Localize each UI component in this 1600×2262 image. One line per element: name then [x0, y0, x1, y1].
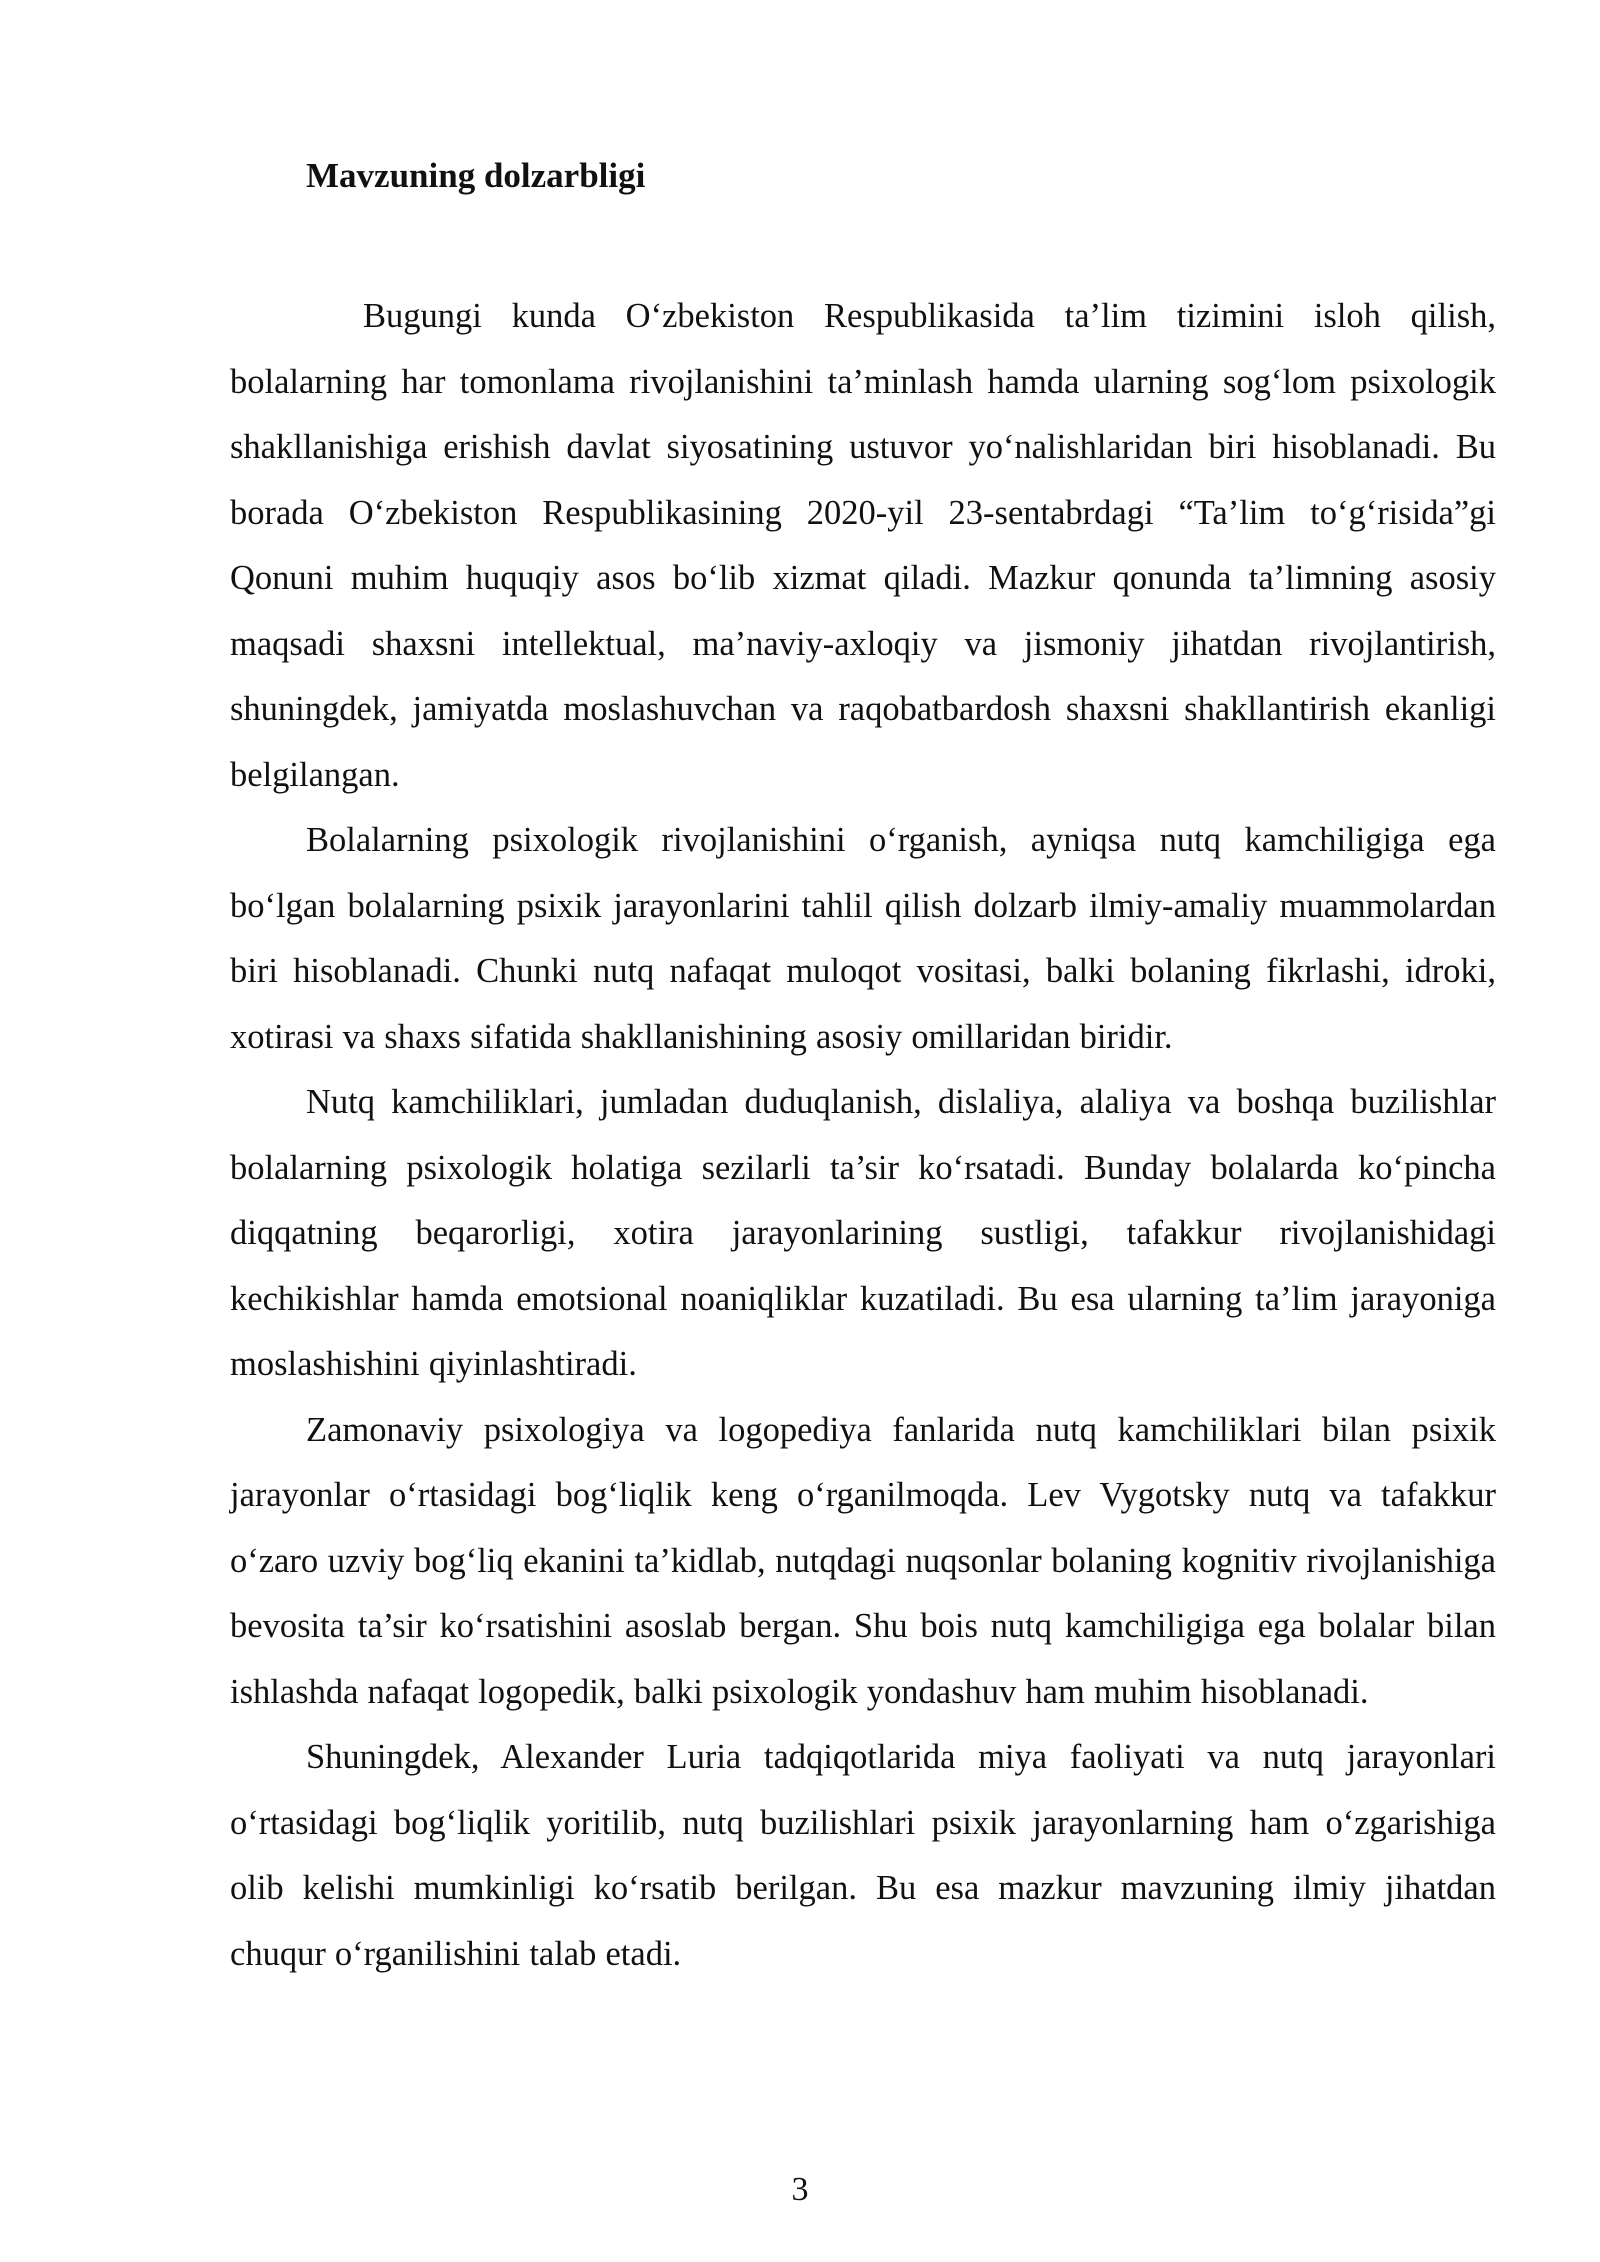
paragraph-4: Zamonaviy psixologiya va logopediya fanlarida nutq kamchiliklari bilan psixik jarayonlar o‘rtasidagi bog‘liqlik keng o‘rganilmoqda. Lev Vygotsky nutq va tafakkur o‘zaro uzviy bog‘liq ekanini ta’kidlab, nutqdagi nuqsonlar bolaning kognitiv rivojlanishiga bevosita ta’sir ko‘rsatishini asoslab bergan. Shu bois nutq kamchiligiga ega bolalar bilan ishlashda nafaqat logopedik, balki psixologik yondashuv ham muhim hisoblanadi.	[230, 1410, 1496, 1711]
paragraph-5: Shuningdek, Alexander Luria tadqiqotlarida miya faoliyati va nutq jarayonlari o‘rtasidagi bog‘liqlik yoritilib, nutq buzilishlari psixik jarayonlarning ham o‘zgarishiga olib kelishi mumkinligi ko‘rsatib berilgan. Bu esa mazkur mavzuning ilmiy jihatdan chuqur o‘rganilishini talab etadi.	[230, 1738, 1496, 1973]
section-heading: Mavzuning dolzarbligi	[306, 156, 646, 195]
paragraph-3: Nutq kamchiliklari, jumladan duduqlanish, dislaliya, alaliya va boshqa buzilishlar bolalarning psixologik holatiga sezilarli ta’sir ko‘rsatadi. Bunday bolalarda ko‘pincha diqqatning beqarorligi, xotira jarayonlarining sustligi, tafakkur rivojlanishidagi kechikishlar hamda emotsional noaniqliklar kuzatiladi. Bu esa ularning ta’lim jarayoniga moslashishini qiyinlashtiradi.	[230, 1083, 1496, 1383]
page-number: 3	[791, 2171, 809, 2208]
paragraph-2: Bolalarning psixologik rivojlanishini o‘rganish, ayniqsa nutq kamchiligiga ega bo‘lgan bolalarning psixik jarayonlarini tahlil qilish dolzarb ilmiy-amaliy muammolardan biri hisoblanadi. Chunki nutq nafaqat muloqot vositasi, balki bolaning fikrlashi, idroki, xotirasi va shaxs sifatida shakllanishining asosiy omillaridan biridir.	[230, 821, 1496, 1056]
body-text	[230, 284, 1496, 1987]
paragraph-1: Bugungi kunda O‘zbekiston Respublikasida ta’lim tizimini isloh qilish, bolalarning har tomonlama rivojlanishini ta’minlash hamda ularning sog‘lom psixologik shakllanishiga erishish davlat siyosatining ustuvor yo‘nalishlaridan biri hisoblanadi. Bu borada O‘zbekiston Respublikasining 2020-yil 23-sentabrdagi “Ta’lim to‘g‘risida”gi Qonuni muhim huquqiy asos bo‘lib xizmat qiladi. Mazkur qonunda ta’limning asosiy maqsadi shaxsni intellektual, ma’naviy-axloqiy va jismoniy jihatdan rivojlantirish, shuningdek, jamiyatda moslashuvchan va raqobatbardosh shaxsni shakllantirish ekanligi belgilangan.	[230, 297, 1496, 794]
